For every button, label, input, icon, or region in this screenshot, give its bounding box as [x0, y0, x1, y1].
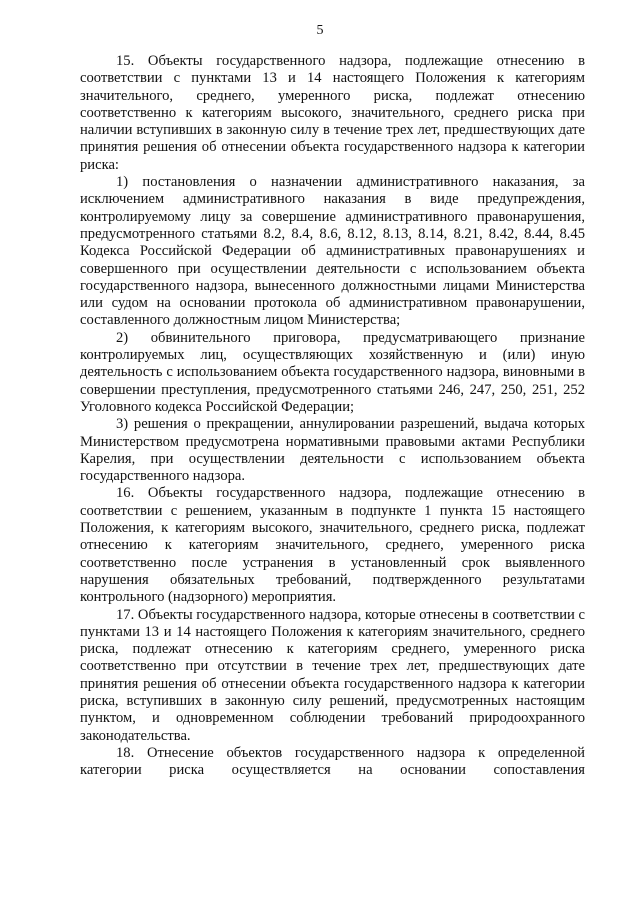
paragraph-17: 17. Объекты государственного надзора, которые отнесены в соответствии с пунктами 13 и 14 настоящего Положения к категориям значительного, среднего риска, подлежат отнесению к категориям среднего, умеренного риска соответственно при отсутствии в течение трех лет, предшествующих дате принятия решения об отнесении объекта государственного надзора к категории риска, вступивших в законную силу решений, предусмотренных настоящим пунктом, и одновременном соблюдении требований природоохранного законодательства. [80, 606, 585, 744]
paragraph-15-item-1: 1) постановления о назначении административного наказания, за исключением административного наказания в виде предупреждения, контролируемому лицу за совершение административного правонарушения, предусмотренного статьями 8.2, 8.4, 8.6, 8.12, 8.13, 8.14, 8.21, 8.42, 8.44, 8.45 Кодекса Российской Федерации об административных правонарушениях и совершенного при осуществлении деятельности с использованием объекта государственного надзора, вынесенного должностными лицами Министерства или судом на основании протокола об административном правонарушении, составленного должностным лицом Министерства; [80, 174, 585, 329]
paragraph-15: 15. Объекты государственного надзора, подлежащие отнесению в соответствии с пунктами 13 и 14 настоящего Положения к категориям значительного, среднего, умеренного риска, подлежат отнесению соответственно к категориям высокого, значительного, среднего риска при наличии вступивших в законную силу в течение трех лет, предшествующих дате принятия решения об отнесении объекта государственного надзора к категории риска: [80, 53, 585, 173]
paragraph-18: 18. Отнесение объектов государственного надзора к определенной категории риска осуществляется на основании сопоставления [80, 744, 585, 779]
paragraph-16: 16. Объекты государственного надзора, подлежащие отнесению в соответствии с решением, указанным в подпункте 1 пункта 15 настоящего Положения, к категориям высокого, значительного, среднего риска, подлежат отнесению к категориям значительного, среднего, умеренного риска соответственно после устранения в установленный срок выявленного нарушения обязательных требований, подтвержденного результатами контрольного (надзорного) мероприятия. [80, 485, 585, 606]
page-number: 5 [316, 23, 324, 38]
paragraph-15-item-3: 3) решения о прекращении, аннулировании разрешений, выдача которых Министерством предусмотрена нормативными правовыми актами Республики Карелия, при осуществлении деятельности с использованием объекта государственного надзора. [80, 416, 585, 485]
document-body [80, 53, 585, 779]
paragraph-15-item-2: 2) обвинительного приговора, предусматривающего признание контролируемых лиц, осуществляющих хозяйственную и (или) иную деятельность с использованием объекта государственного надзора, виновными в совершении преступления, предусмотренного статьями 246, 247, 250, 251, 252 Уголовного кодекса Российской Федерации; [80, 329, 585, 415]
